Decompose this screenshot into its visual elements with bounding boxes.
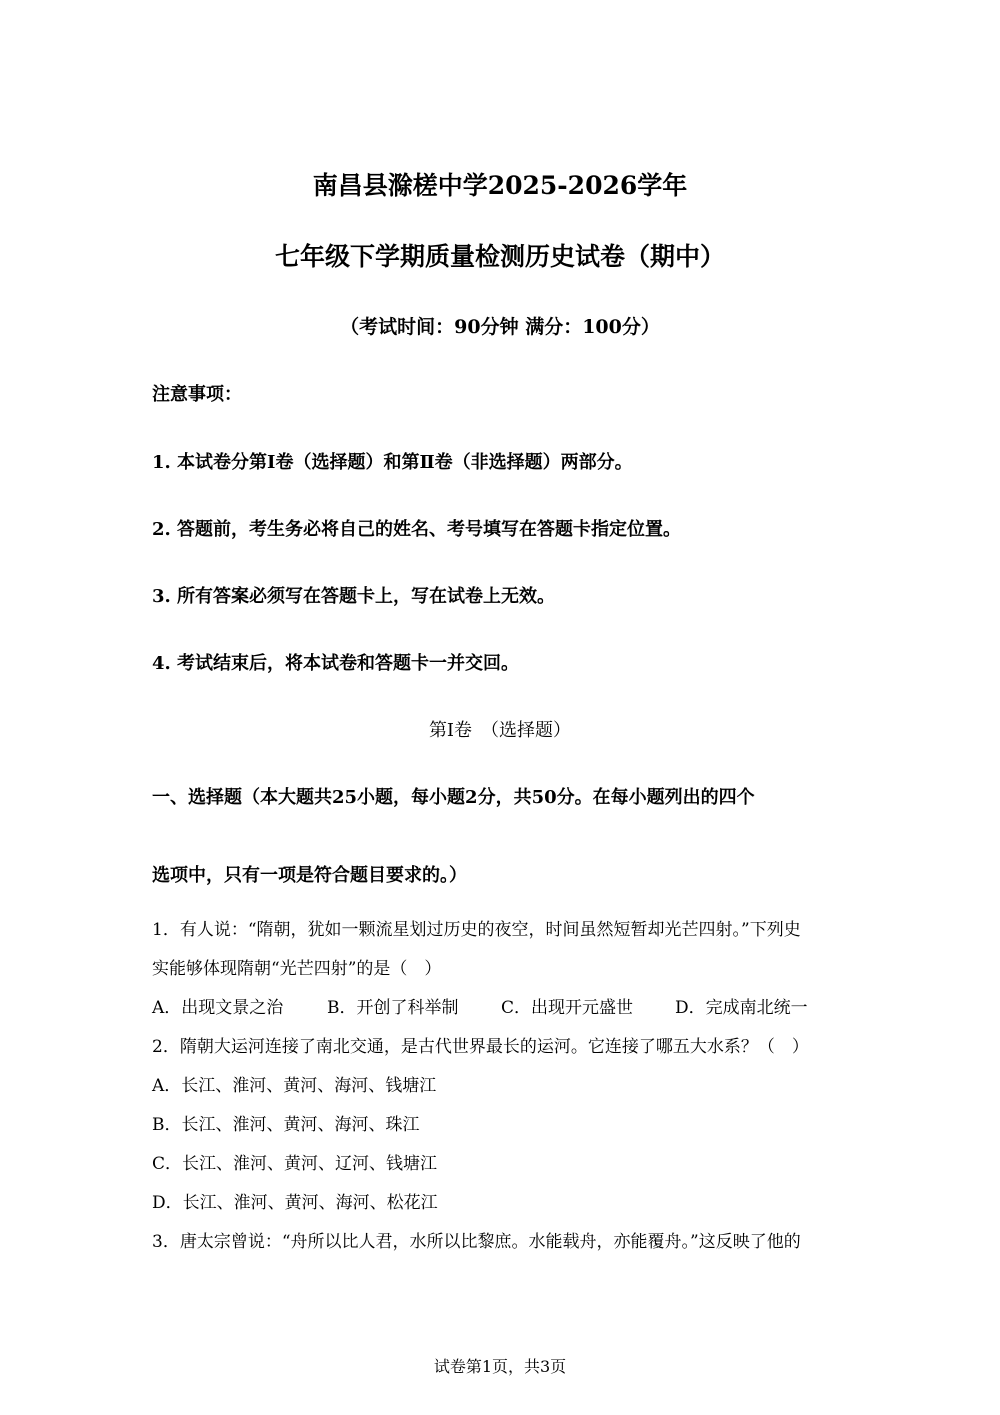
question-2-stem-line1: 2．隋朝大运河连接了南北交通，是古代世界最长的运河。它连接了哪五大水系？（ ） [152, 1037, 809, 1057]
section-title-line1: 一、选择题（本大题共25小题，每小题2分，共50分。在每小题列出的四个 [152, 787, 755, 808]
part1-heading: 第Ⅰ卷 （选择题） [428, 720, 572, 741]
question-2-option-a: A．长江、淮河、黄河、海河、钱塘江 [152, 1076, 437, 1096]
note-item-1: 1. 本试卷分第Ⅰ卷（选择题）和第Ⅱ卷（非选择题）两部分。 [152, 452, 633, 473]
section-title-line2: 选项中，只有一项是符合题目要求的。） [152, 865, 467, 886]
question-1-option-a: A．出现文景之治 [152, 998, 284, 1018]
exam-title-line1: 南昌县滁槎中学2025-2026学年 [312, 171, 688, 200]
question-1-stem-line2: 实能够体现隋朝“光芒四射”的是（ ） [152, 959, 442, 979]
question-1-stem-line1: 1．有人说：“隋朝，犹如一颗流星划过历史的夜空，时间虽然短暂却光芒四射。”下列史 [152, 920, 801, 940]
question-1-option-c: C．出现开元盛世 [501, 998, 634, 1018]
question-1-option-b: B．开创了科举制 [327, 998, 459, 1018]
question-2-option-d: D．长江、淮河、黄河、海河、松花江 [152, 1193, 438, 1213]
note-item-3: 3. 所有答案必须写在答题卡上，写在试卷上无效。 [152, 586, 556, 607]
note-item-2: 2. 答题前，考生务必将自己的姓名、考号填写在答题卡指定位置。 [152, 519, 682, 540]
question-2-option-c: C．长江、淮河、黄河、辽河、钱塘江 [152, 1154, 438, 1174]
question-2-option-b: B．长江、淮河、黄河、海河、珠江 [152, 1115, 420, 1135]
note-item-4: 4. 考试结束后，将本试卷和答题卡一并交回。 [152, 653, 520, 674]
exam-title-line2: 七年级下学期质量检测历史试卷（期中） [274, 242, 725, 271]
exam-info: （考试时间：90分钟 满分：100分） [340, 316, 660, 338]
page-footer: 试卷第1页，共3页 [433, 1357, 567, 1376]
notes-heading: 注意事项： [152, 384, 242, 405]
question-3-stem-line1: 3．唐太宗曾说：“舟所以比人君，水所以比黎庶。水能载舟，亦能覆舟。”这反映了他的 [152, 1232, 801, 1252]
question-1-options [152, 996, 852, 1020]
question-1-option-d: D．完成南北统一 [675, 998, 808, 1018]
